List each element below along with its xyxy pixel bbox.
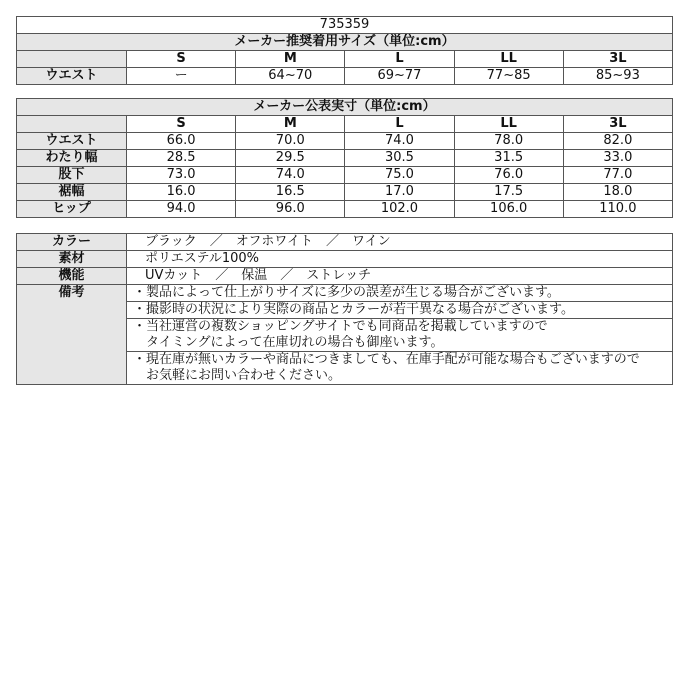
table-cell: 64~70 — [236, 68, 345, 85]
spec-value: ブラック ／ オフホワイト ／ ワイン — [127, 234, 673, 251]
table-cell: 77~85 — [454, 68, 563, 85]
table-cell: ー — [127, 68, 236, 85]
table-cell: 74.0 — [345, 133, 454, 150]
size-header: LL — [454, 51, 563, 68]
table-cell: 66.0 — [127, 133, 236, 150]
table-cell: 18.0 — [563, 184, 672, 201]
size-header: S — [127, 116, 236, 133]
row-label: わたり幅 — [17, 150, 127, 167]
spec-row-material — [17, 251, 673, 268]
table-row — [17, 184, 673, 201]
size-header-row — [17, 116, 673, 133]
table-row — [17, 133, 673, 150]
size-header: S — [127, 51, 236, 68]
table-row — [17, 150, 673, 167]
size-header: M — [236, 51, 345, 68]
table-cell: 28.5 — [127, 150, 236, 167]
size-header: L — [345, 116, 454, 133]
size-header: 3L — [563, 116, 672, 133]
table-cell: 30.5 — [345, 150, 454, 167]
corner-cell — [17, 116, 127, 133]
size-header: 3L — [563, 51, 672, 68]
size-header-row — [17, 51, 673, 68]
official-title: メーカー公表実寸（単位:cm） — [17, 99, 673, 116]
table-cell: 74.0 — [236, 167, 345, 184]
row-label: ヒップ — [17, 201, 127, 218]
table-cell: 75.0 — [345, 167, 454, 184]
table-cell: 96.0 — [236, 201, 345, 218]
row-label: 裾幅 — [17, 184, 127, 201]
table-cell: 31.5 — [454, 150, 563, 167]
spec-row-function — [17, 268, 673, 285]
table-cell: 106.0 — [454, 201, 563, 218]
note-line: ・製品によって仕上がりサイズに多少の誤差が生じる場合がございます。 — [127, 285, 673, 302]
table-cell: 76.0 — [454, 167, 563, 184]
table-cell: 82.0 — [563, 133, 672, 150]
spec-row-color — [17, 234, 673, 251]
table-cell: 77.0 — [563, 167, 672, 184]
table-cell: 94.0 — [127, 201, 236, 218]
size-header: L — [345, 51, 454, 68]
size-header: M — [236, 116, 345, 133]
table-cell: 16.5 — [236, 184, 345, 201]
table-row — [17, 167, 673, 184]
spec-label: 備考 — [17, 285, 127, 385]
spec-row-notes — [17, 285, 673, 302]
spec-value: ポリエステル100% — [127, 251, 673, 268]
table-row — [17, 68, 673, 85]
row-label: 股下 — [17, 167, 127, 184]
recommended-size-table — [16, 16, 673, 85]
note-line: お気軽にお問い合わせください。 — [127, 368, 673, 385]
spec-value: UVカット ／ 保温 ／ ストレッチ — [127, 268, 673, 285]
spec-label: 素材 — [17, 251, 127, 268]
note-line: タイミングによって在庫切れの場合も御座います。 — [127, 335, 673, 352]
official-measurement-table — [16, 98, 673, 218]
table-cell: 110.0 — [563, 201, 672, 218]
table-cell: 17.0 — [345, 184, 454, 201]
table-cell: 69~77 — [345, 68, 454, 85]
spec-label: カラー — [17, 234, 127, 251]
table-cell: 102.0 — [345, 201, 454, 218]
note-line: ・当社運営の複数ショッピングサイトでも同商品を掲載していますので — [127, 319, 673, 336]
table-cell: 29.5 — [236, 150, 345, 167]
table-cell: 70.0 — [236, 133, 345, 150]
recommended-title: メーカー推奨着用サイズ（単位:cm） — [17, 34, 673, 51]
table-row — [17, 201, 673, 218]
size-header: LL — [454, 116, 563, 133]
note-line: ・撮影時の状況により実際の商品とカラーが若干異なる場合がございます。 — [127, 302, 673, 319]
product-code: 735359 — [17, 17, 673, 34]
table-cell: 16.0 — [127, 184, 236, 201]
note-line: ・現在庫が無いカラーや商品につきましても、在庫手配が可能な場合もございますので — [127, 352, 673, 369]
table-cell: 73.0 — [127, 167, 236, 184]
table-cell: 85~93 — [563, 68, 672, 85]
spec-label: 機能 — [17, 268, 127, 285]
table-cell: 33.0 — [563, 150, 672, 167]
table-cell: 78.0 — [454, 133, 563, 150]
table-cell: 17.5 — [454, 184, 563, 201]
row-label: ウエスト — [17, 68, 127, 85]
row-label: ウエスト — [17, 133, 127, 150]
corner-cell — [17, 51, 127, 68]
product-spec-table — [16, 233, 673, 385]
